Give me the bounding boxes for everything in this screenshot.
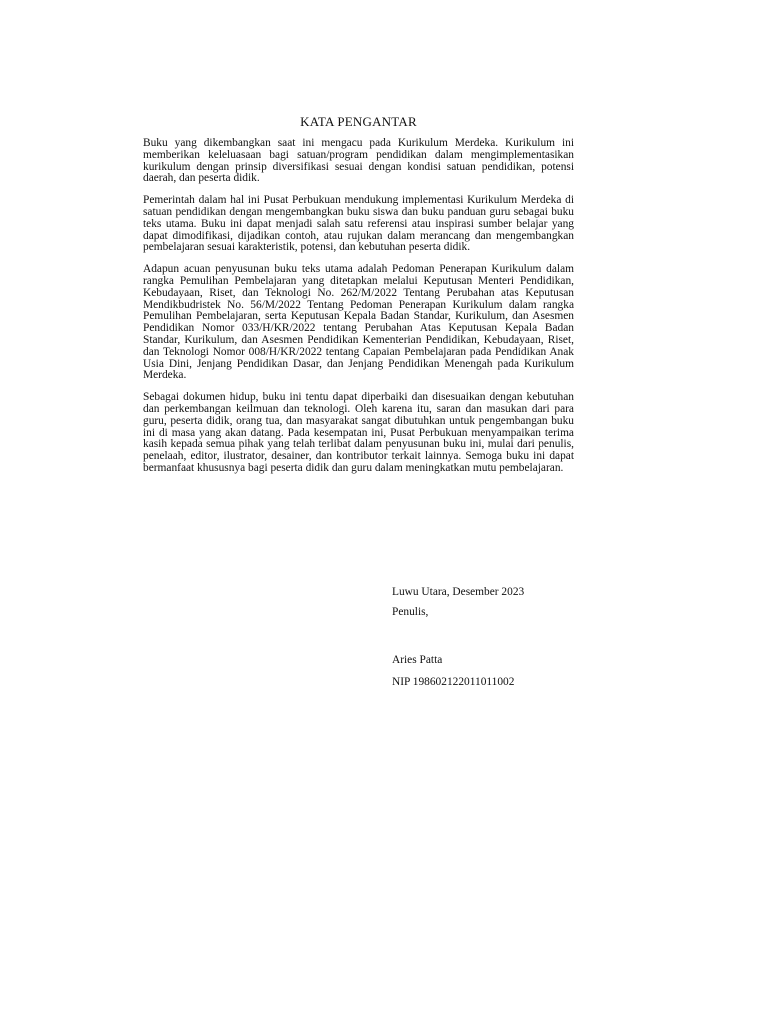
signature-place-date: Luwu Utara, Desember 2023 <box>392 586 525 598</box>
signature-role: Penulis, <box>392 606 429 618</box>
paragraph-4: Sebagai dokumen hidup, buku ini tentu dapat diperbaiki dan disesuaikan dengan kebutuhan dan perkembangan keilmuan dan teknologi. Oleh karena itu, saran dan masukan dari para guru, peserta didik, orang tua, dan masyarakat sangat dibutuhkan untuk pengembangan buku ini di masa yang akan datang. Pada kesempatan ini, Pusat Perbukuan menyampaikan terima kasih kepada semua pihak yang telah terlibat dalam penyusunan buku ini, mulai dari penulis, penelaah, editor, ilustrator, desainer, dan kontributor terkait lainnya. Semoga buku ini dapat bermanfaat khususnya bagi peserta didik dan guru dalam meningkatkan mutu pembelajaran. <box>143 391 574 474</box>
page-title: KATA PENGANTAR <box>300 114 417 129</box>
signature-name: Aries Patta <box>392 654 443 666</box>
paragraph-2: Pemerintah dalam hal ini Pusat Perbukuan mendukung implementasi Kurikulum Merdeka di satuan pendidikan dengan mengembangkan buku siswa dan buku panduan guru sebagai buku teks utama. Buku ini dapat menjadi salah satu referensi atau inspirasi sumber belajar yang dapat dimodifikasi, dijadikan contoh, atau rujukan dalam merancang dan mengembangkan pembelajaran sesuai karakteristik, potensi, dan kebutuhan peserta didik. <box>143 194 574 254</box>
preface-body <box>143 138 574 485</box>
signature-nip: NIP 198602122011011002 <box>392 676 515 688</box>
paragraph-3: Adapun acuan penyusunan buku teks utama adalah Pedoman Penerapan Kurikulum dalam rangka Pemulihan Pembelajaran yang ditetapkan melalui Keputusan Menteri Pendidikan, Kebudayaan, Riset, dan Teknologi No. 262/M/2022 Tentang Perubahan atas Keputusan Mendikbudristek No. 56/M/2022 Tentang Pedoman Penerapan Kurikulum dalam rangka Pemulihan Pembelajaran, serta Keputusan Kepala Badan Standar, Kurikulum, dan Asesmen Pendidikan Nomor 033/H/KR/2022 tentang Perubahan Atas Keputusan Kepala Badan Standar, Kurikulum, dan Asesmen Pendidikan Kementerian Pendidikan, Kebudayaan, Riset, dan Teknologi Nomor 008/H/KR/2022 tentang Capaian Pembelajaran pada Pendidikan Anak Usia Dini, Jenjang Pendidikan Dasar, dan Jenjang Pendidikan Menengah pada Kurikulum Merdeka. <box>143 263 574 382</box>
signature-block <box>392 585 612 689</box>
paragraph-1: Buku yang dikembangkan saat ini mengacu pada Kurikulum Merdeka. Kurikulum ini memberikan keleluasaan bagi satuan/program pendidikan dalam mengimplementasikan kurikulum dengan prinsip diversifikasi sesuai dengan kondisi satuan pendidikan, potensi daerah, dan peserta didik. <box>143 137 574 185</box>
